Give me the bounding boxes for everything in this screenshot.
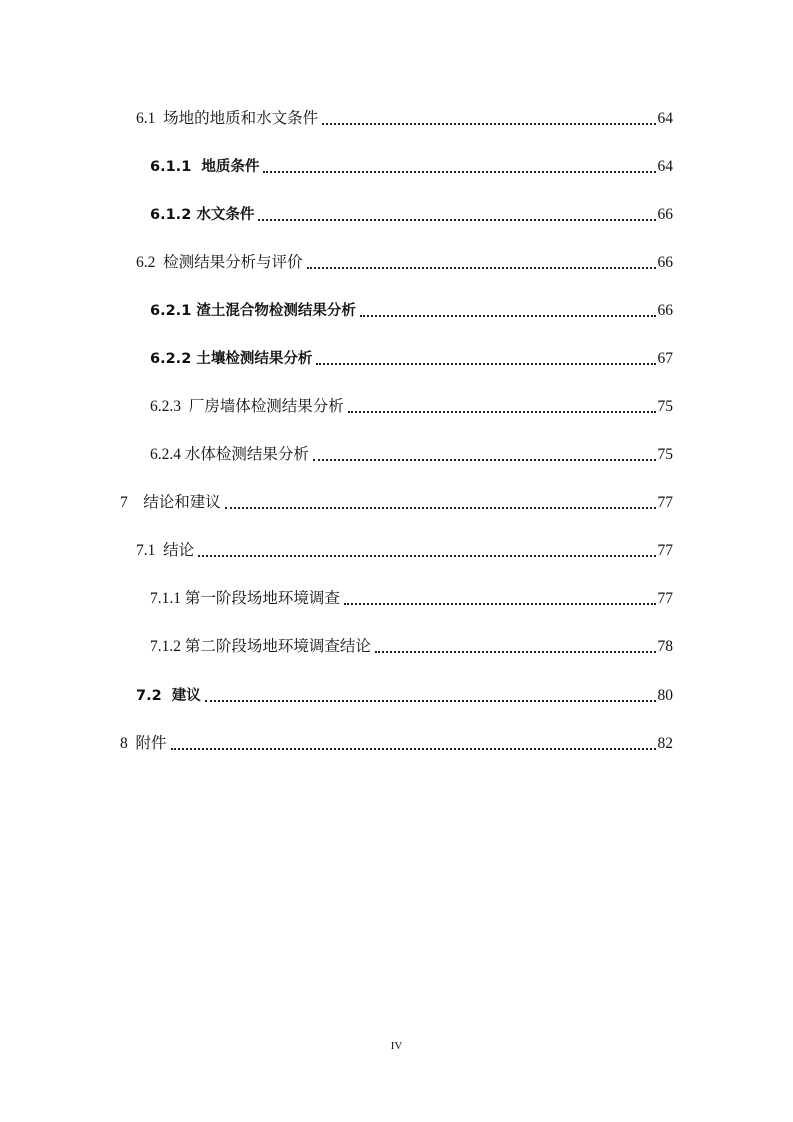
- dot-leader: [348, 411, 656, 413]
- toc-entry-number: 6.1.1: [150, 159, 202, 175]
- toc-entry-page: 80: [657, 687, 673, 704]
- toc-entry-page: 77: [657, 590, 673, 607]
- toc-entry-6-2-1[interactable]: [150, 298, 673, 322]
- toc-entry-7-1-1[interactable]: [150, 586, 673, 610]
- toc-entry-title: 场地的地质和水文条件: [163, 110, 319, 127]
- toc-entry-number: 8: [120, 735, 136, 752]
- toc-entry-page: 66: [657, 302, 673, 319]
- dot-leader: [205, 700, 656, 702]
- toc-entry-page: 67: [657, 350, 673, 367]
- toc-entry-title: 厂房墙体检测结果分析: [188, 398, 344, 415]
- toc-entry-number: 7.1.1: [150, 590, 185, 607]
- toc-entry-page: 64: [657, 158, 673, 175]
- toc-entry-6-2-3[interactable]: [150, 394, 673, 418]
- toc-entry-title: 渣土混合物检测结果分析: [196, 303, 356, 319]
- toc-entry-7-1-2[interactable]: [150, 634, 673, 658]
- dot-leader: [225, 507, 656, 509]
- dot-leader: [344, 603, 656, 605]
- toc-entry-page: 75: [657, 446, 673, 463]
- toc-entry-page: 64: [657, 110, 673, 127]
- toc-entry-title: 水文条件: [196, 207, 255, 223]
- dot-leader: [307, 267, 656, 269]
- toc-entry-number: 6.2.3: [150, 398, 189, 415]
- toc-entry-8[interactable]: [120, 731, 673, 755]
- dot-leader: [322, 123, 655, 125]
- toc-entry-title: 第一阶段场地环境调查: [184, 590, 340, 607]
- toc-entry-number: 6.1.2: [150, 207, 197, 223]
- toc-entry-title: 检测结果分析与评价: [163, 254, 303, 271]
- toc-entry-title: 土壤检测结果分析: [196, 351, 313, 367]
- dot-leader: [375, 651, 656, 653]
- toc-entry-number: 7.1.2: [150, 638, 185, 655]
- toc-entry-7-1[interactable]: [136, 538, 673, 562]
- dot-leader: [263, 171, 655, 173]
- toc-entry-6-2[interactable]: [136, 250, 673, 274]
- toc-entry-title: 结论和建议: [143, 494, 221, 511]
- toc-entry-6-1-2[interactable]: [150, 202, 673, 226]
- toc-entry-number: 7.2: [136, 688, 172, 704]
- toc-entry-6-2-2[interactable]: [150, 346, 673, 370]
- toc-entry-number: 6.2: [136, 254, 164, 271]
- toc-entry-title: 第二阶段场地环境调查结论: [184, 638, 371, 655]
- toc-entry-6-1-1[interactable]: [150, 154, 673, 178]
- toc-entry-title: 附件: [135, 735, 167, 752]
- toc-entry-number: 7: [120, 494, 144, 511]
- toc-entry-title: 水体检测结果分析: [184, 446, 309, 463]
- dot-leader: [171, 748, 656, 750]
- toc-entry-page: 66: [657, 254, 673, 271]
- toc-entry-page: 77: [657, 542, 673, 559]
- toc-entry-number: 7.1: [136, 542, 164, 559]
- toc-entry-title: 建议: [171, 688, 201, 704]
- dot-leader: [360, 315, 656, 317]
- toc-entry-page: 66: [657, 206, 673, 223]
- dot-leader: [198, 555, 655, 557]
- toc-entry-number: 6.2.1: [150, 303, 197, 319]
- dot-leader: [313, 459, 656, 461]
- dot-leader: [316, 363, 655, 365]
- toc-entry-page: 75: [657, 398, 673, 415]
- toc-entry-6-1[interactable]: [136, 106, 673, 130]
- toc-entry-title: 结论: [163, 542, 195, 559]
- toc-entry-number: 6.1: [136, 110, 164, 127]
- dot-leader: [258, 219, 655, 221]
- toc-entry-number: 6.2.2: [150, 351, 197, 367]
- toc-entry-6-2-4[interactable]: [150, 442, 673, 466]
- toc-entry-number: 6.2.4: [150, 446, 185, 463]
- toc-entry-7[interactable]: [120, 490, 673, 514]
- page-number: IV: [390, 1040, 403, 1052]
- toc-entry-title: 地质条件: [201, 159, 260, 175]
- toc-entry-7-2[interactable]: [136, 683, 673, 707]
- toc-entry-page: 82: [657, 735, 673, 752]
- toc-entry-page: 78: [657, 638, 673, 655]
- toc-entry-page: 77: [657, 494, 673, 511]
